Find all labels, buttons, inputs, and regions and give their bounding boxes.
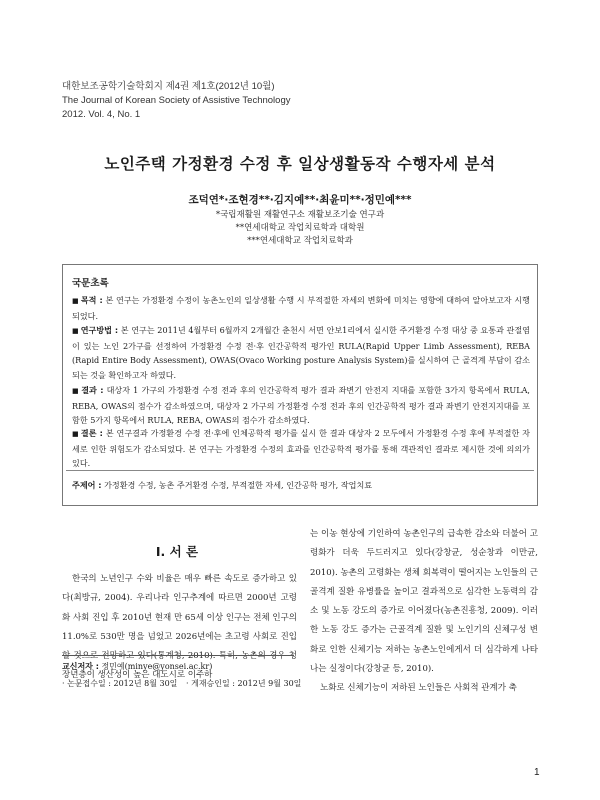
corresponding-author-label: 교신저자 :	[62, 662, 99, 671]
abstract-purpose-text: 본 연구는 가정환경 수정이 농촌노인의 일상생활 수행 시 부적절한 자세의 변화에 미치는 영향에 대하여 알아보고자 시행되었다.	[72, 295, 530, 321]
right-column-text	[310, 525, 538, 699]
abstract-purpose	[72, 293, 530, 323]
page-number: 1	[534, 767, 540, 778]
corresponding-author	[62, 661, 212, 673]
section-title: I. 서 론	[155, 544, 199, 559]
affiliation-3: ***연세대학교 작업치료학과	[247, 236, 353, 246]
abstract-conclusion-label: 결론 :	[80, 428, 103, 438]
paper-title: 노인주택 가정환경 수정 후 일상생활동작 수행자세 분석	[104, 155, 496, 173]
bullet-icon: ■	[72, 327, 79, 335]
abstract-method-label: 연구방법 :	[80, 325, 119, 335]
abstract-result-label: 결과 :	[81, 385, 104, 395]
keywords	[72, 480, 372, 491]
keyword-divider	[66, 470, 534, 471]
abstract-conclusion	[72, 426, 530, 471]
keywords-text: 가정환경 수정, 농촌 주거환경 수정, 부적절한 자세, 인간공학 평가, 작업치료	[104, 480, 373, 490]
abstract-purpose-label: 목적 :	[80, 295, 103, 305]
journal-header	[62, 80, 290, 122]
journal-name-english: The Journal of Korean Society of Assistive Technology	[62, 95, 291, 106]
abstract-result-text: 대상자 1 가구의 가정환경 수정 전과 후의 인간공학적 평가 결과 좌변기 안전지 지대를 포함한 3가지 항목에서 RULA, REBA, OWAS의 점수가 감소하였으며, 대상자 2 가구의 가정환경 수정 전과 후의 인간공학적 평가 결과 좌변기 안전지지대를 포함한 5가지 항목에서 RULA, REBA, OWAS의 점수가 감소하였다.	[72, 385, 530, 426]
affiliation-1: *국립재활원 재활연구소 재활보조기술 연구과	[215, 210, 385, 220]
affiliation-2: **연세대학교 작업치료학과 대학원	[235, 223, 365, 233]
abstract-result	[72, 383, 530, 428]
body-paragraph: 노화로 신체기능이 저하된 노인들은 사회적 관계가 축	[320, 683, 517, 694]
abstract-conclusion-text: 본 연구결과 가정환경 수정 전·후에 인체공학적 평가를 실시 한 결과 대상자 2 모두에서 가정환경 수정 후에 부적절한 자세로 인한 위험도가 감소되었다. 본 연구는 가정환경 수정의 효과를 인간공학적 평가를 통해 객관적인 결과로 제시한 것에 의의가 있다.	[72, 428, 530, 469]
author-list: 조덕연*·조현경**·김지예**·최윤미**·정민예***	[188, 194, 412, 206]
journal-volume: 2012. Vol. 4, No. 1	[62, 109, 141, 120]
accepted-date: · 게재승인일 : 2012년 9월 30일	[186, 679, 302, 688]
bullet-icon: ■	[72, 387, 80, 395]
keywords-label: 주제어 :	[72, 480, 102, 490]
abstract-heading: 국문초록	[72, 278, 109, 289]
bullet-icon: ■	[72, 297, 79, 305]
received-date: · 논문접수일 : 2012년 8월 30일	[62, 679, 178, 688]
corresponding-author-text: 정민예(minye@yonsei.ac.kr)	[101, 662, 213, 671]
journal-name-korean: 대한보조공학기술학회지 제4권 제1호(2012년 10월)	[62, 81, 275, 92]
abstract-method	[72, 323, 530, 382]
body-paragraph: 는 이농 현상에 기인하여 농촌인구의 급속한 감소와 더불어 고령화가 더욱 두드러지고 있다(강창균, 성순창과 이만균, 2010). 농촌의 고령화는 생체 회복력이 떨어지는 노인들의 근골격계 질환 유병률을 높이고 결과적으로 심각한 노동력의 감소 및 노동 강도의 증가로 이어졌다(농촌진흥청, 2009). 이러한 노동 강도 증가는 근골격계 질환 및 노인기의 신체구성 변화로 인한 신체기능 저하는 농촌노인에게서 더 심각하게 나타나는 실정이다(강창균 등, 2010).	[310, 529, 538, 675]
footnote-divider	[62, 655, 294, 656]
body-paragraph: 한국의 노년인구 수와 비율은 매우 빠른 속도로 증가하고 있다(최방규, 2004). 우리나라 인구추계에 따르면 2000년 고령화 사회 진입 후 2010년 현재 만 65세 이상 인구는 전체 인구의 11.0%로 530만 명을 넘었고 2026년에는 초고령 사회로 진입할 것으로 전망하고 있다(통계청, 2010). 특히, 농촌의 경우 청장년층이 생산성이 높은 대도시로 이주하	[62, 574, 297, 681]
abstract-method-text: 본 연구는 2011년 4월부터 6월까지 2개월간 춘천시 서면 안보1리에서 실시한 주거환경 수정 대상 중 요통과 관절염이 있는 노인 2가구를 선정하여 가정환경 수정 전·후 인간공학적 평가인 RULA(Rapid Upper Limb Assessment), REBA (Rapid Entire Body Assessment), OWAS(Ovaco Working posture Analysis System)를 실시하여 근 골격계 부담이 감소되는 것을 확인하고자 하였다.	[72, 325, 530, 380]
bullet-icon: ■	[72, 430, 79, 438]
